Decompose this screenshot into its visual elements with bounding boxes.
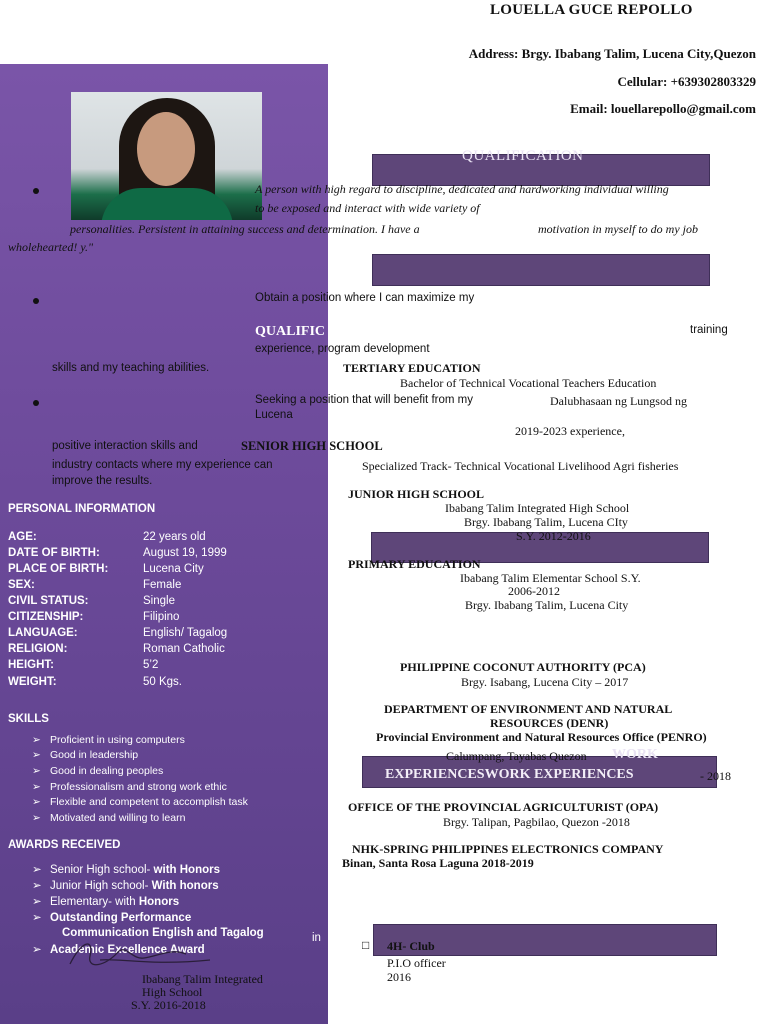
award-shs: ➢ Senior High school- with Honors (32, 864, 220, 876)
work-denr-2: RESOURCES (DENR) (490, 716, 609, 730)
address-line: Address: Brgy. Ibabang Talim, Lucena City,Quezon (468, 46, 756, 61)
quote-line-4: wholehearted! y." (8, 240, 94, 254)
arrow-bullet-icon: ➢ (32, 781, 41, 793)
personal-info-value: Female (143, 579, 182, 591)
arrow-bullet-icon: ➢ (32, 749, 41, 761)
arrow-bullet-icon: ➢ (32, 765, 41, 777)
quote-line-3b: motivation in myself to do my job (538, 222, 698, 236)
quote-line-2: to be exposed and interact with wide variety of (255, 201, 480, 215)
skill-item (32, 781, 227, 793)
qualification-heading: QUALIFICATION (462, 148, 584, 164)
work-penro-year: - 2018 (700, 769, 731, 783)
award-outstanding: ➢ Outstanding Performance (32, 912, 192, 924)
skill-label: Professionalism and strong work ethic (50, 781, 227, 793)
personal-info-value: English/ Tagalog (143, 627, 228, 639)
tertiary-heading: TERTIARY EDUCATION (343, 361, 481, 375)
primary-address: Brgy. Ibabang Talim, Lucena City (465, 598, 629, 612)
arrow-bullet-icon: ➢ (32, 796, 41, 808)
training-word: training (690, 324, 728, 336)
skill-label: Good in leadership (50, 749, 139, 761)
personal-info-label: WEIGHT: (8, 676, 57, 688)
personal-info-label: HEIGHT: (8, 659, 54, 671)
award-communication: Communication English and Tagalog (62, 927, 264, 939)
qualific-partial: QUALIFIC (255, 324, 326, 339)
signature-icon (60, 930, 240, 974)
skill-item (32, 812, 185, 824)
personal-info-label: RELIGION: (8, 643, 68, 655)
tertiary-course: Bachelor of Technical Vocational Teachers Education (400, 376, 657, 390)
personal-info-value: August 19, 1999 (143, 547, 227, 559)
work-nhk: NHK-SPRING PHILIPPINES ELECTRONICS COMPANY (352, 842, 664, 856)
personal-info-heading: PERSONAL INFORMATION (8, 503, 156, 515)
section-bar-2 (372, 254, 710, 286)
work-pca: PHILIPPINE COCONUT AUTHORITY (PCA) (400, 660, 646, 674)
resume-name: LOUELLA GUCE REPOLLO (490, 2, 693, 18)
bullet (33, 188, 39, 194)
personal-info-label: CITIZENSHIP: (8, 611, 84, 623)
cellular-line: Cellular: +639302803329 (617, 74, 756, 89)
work-pca-address: Brgy. Isabang, Lucena City – 2017 (461, 675, 629, 689)
email-line: Email: louellarepollo@gmail.com (570, 101, 756, 116)
bullet (33, 298, 39, 304)
skill-label: Flexible and competent to accomplish task (50, 796, 248, 808)
personal-info-label: LANGUAGE: (8, 627, 78, 639)
work-penro-address: Calumpang, Tayabas Quezon (446, 749, 587, 763)
tertiary-years: 2019-2023 experience, (515, 424, 625, 438)
personal-info-label: AGE: (8, 531, 37, 543)
work-overlap-text: WORK (612, 747, 658, 762)
objective-1-line-2: experience, program development (255, 343, 430, 355)
skill-item (32, 796, 248, 808)
work-opa: OFFICE OF THE PROVINCIAL AGRICULTURIST (OPA) (348, 800, 659, 814)
personal-info-value: Roman Catholic (143, 643, 225, 655)
personal-info-value: 22 years old (143, 531, 206, 543)
personal-info-value: 5’2 (143, 659, 159, 671)
skill-label: Good in dealing peoples (50, 765, 164, 777)
primary-years: 2006-2012 (508, 584, 560, 598)
award-school-2: High School (142, 985, 203, 999)
personal-info-label: CIVIL STATUS: (8, 595, 89, 607)
awards-heading: AWARDS RECEIVED (8, 839, 121, 851)
jhs-heading: JUNIOR HIGH SCHOOL (348, 487, 485, 501)
personal-info-value: Lucena City (143, 563, 204, 575)
personal-info-value: Single (143, 595, 175, 607)
personal-info-label: DATE OF BIRTH: (8, 547, 100, 559)
personal-info-value: 50 Kgs. (143, 676, 182, 688)
primary-school: Ibabang Talim Elementar School S.Y. (460, 571, 641, 585)
org-role: P.I.O officer (387, 956, 446, 970)
personal-info-value: Filipino (143, 611, 180, 623)
objective-1: Obtain a position where I can maximize my (255, 292, 475, 304)
shs-track: Specialized Track- Technical Vocational Livelihood Agri fisheries (362, 459, 679, 473)
tertiary-school: Dalubhasaan ng Lungsod ng (550, 394, 687, 408)
skill-item (32, 734, 185, 746)
arrow-bullet-icon: ➢ (32, 812, 41, 824)
org-name: 4H- Club (387, 939, 435, 953)
award-sy: S.Y. 2016-2018 (131, 998, 206, 1012)
objective-2-line-3: positive interaction skills and (52, 440, 198, 452)
objective-1-line-3: skills and my teaching abilities. (52, 362, 210, 374)
personal-info-label: PLACE OF BIRTH: (8, 563, 109, 575)
award-school: Ibabang Talim Integrated (142, 972, 263, 986)
profile-photo (71, 92, 262, 220)
org-year: 2016 (387, 970, 411, 984)
skill-item (32, 765, 163, 777)
award-in: in (312, 932, 321, 944)
objective-2: Seeking a position that will benefit from my (255, 394, 473, 406)
work-opa-address: Brgy. Talipan, Pagbilao, Quezon -2018 (443, 815, 630, 829)
award-elementary: ➢ Elementary- with Honors (32, 896, 180, 908)
objective-2-line-5: improve the results. (52, 475, 153, 487)
skill-item (32, 749, 138, 761)
jhs-school: Ibabang Talim Integrated High School (445, 501, 630, 515)
work-experiences-heading: EXPERIENCESWORK EXPERIENCES (385, 767, 634, 782)
quote-line-3a: personalities. Persistent in attaining success and determination. I have a (70, 222, 420, 236)
work-nhk-address: Binan, Santa Rosa Laguna 2018-2019 (342, 856, 534, 870)
bullet (33, 400, 39, 406)
personal-info-label: SEX: (8, 579, 35, 591)
award-jhs: ➢ Junior High school- With honors (32, 880, 219, 892)
jhs-sy: S.Y. 2012-2016 (516, 529, 591, 543)
org-checkbox: □ (362, 938, 370, 952)
primary-heading: PRIMARY EDUCATION (348, 557, 481, 571)
skill-label: Proficient in using computers (50, 734, 185, 746)
skills-heading: SKILLS (8, 713, 49, 725)
arrow-bullet-icon: ➢ (32, 734, 41, 746)
skill-label: Motivated and willing to learn (50, 812, 186, 824)
award-academic: ➢ Academic Excellence Award (32, 944, 205, 956)
objective-2-line-2: Lucena (255, 409, 293, 421)
quote-line-1: A person with high regard to discipline, dedicated and hardworking individual willing (255, 182, 669, 196)
objective-2-line-4: industry contacts where my experience can (52, 459, 273, 471)
work-denr-1: DEPARTMENT OF ENVIRONMENT AND NATURAL (384, 702, 673, 716)
shs-heading: SENIOR HIGH SCHOOL (241, 439, 383, 453)
jhs-address: Brgy. Ibabang Talim, Lucena CIty (464, 515, 628, 529)
work-penro: Provincial Environment and Natural Resources Office (PENRO) (376, 730, 707, 744)
